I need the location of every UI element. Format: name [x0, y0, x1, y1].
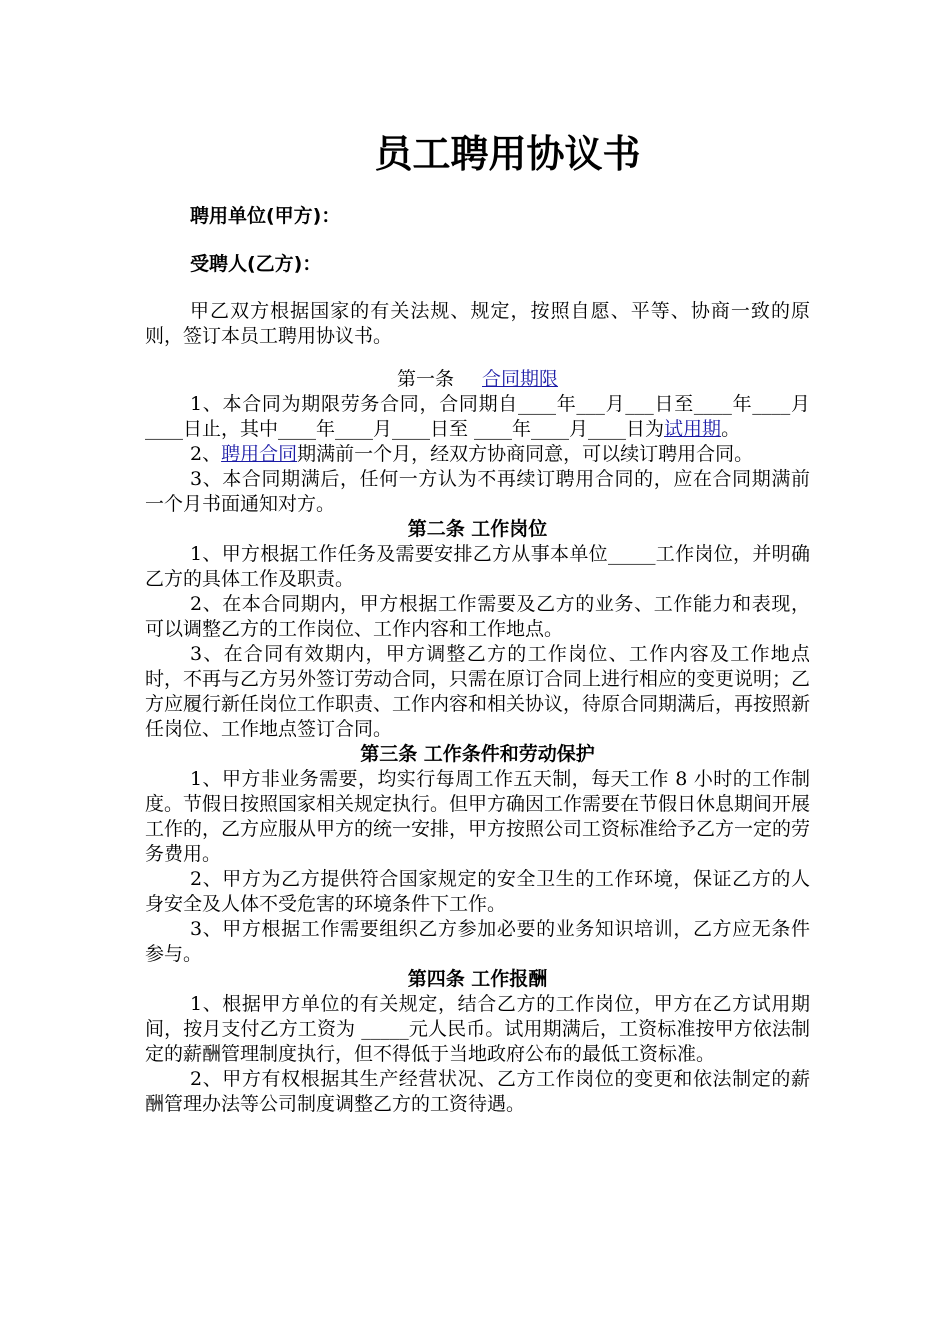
article1-clause1: [145, 392, 810, 442]
article3-clause3: 3、甲方根据工作需要组织乙方参加必要的业务知识培训，乙方应无条件参与。: [145, 918, 810, 965]
article4-clause2: 2、甲方有权根据其生产经营状况、乙方工作岗位的变更和依法制定的薪酬管理办法等公司制度调整乙方的工资待遇。: [145, 1068, 810, 1115]
party-b-label: 受聘人(乙方)：: [190, 253, 322, 275]
article4-clause1: 1、根据甲方单位的有关规定，结合乙方的工作岗位，甲方在乙方试用期间，按月支付乙方工资为 _____元人民币。试用期满后，工资标准按甲方依法制定的薪酬管理制度执行，但不得低于当地政府公布的最低工资标准。: [145, 993, 810, 1065]
page-title: 员工聘用协议书: [374, 132, 641, 176]
article1-clause3: 3、本合同期满后，任何一方认为不再续订聘用合同的，应在合同期满前一个月书面通知对方。: [145, 468, 810, 515]
party-a-label: 聘用单位(甲方)：: [190, 205, 341, 227]
article1-clause2: [145, 442, 810, 467]
article1-prefix: 第一条: [396, 368, 454, 390]
article3-heading: 第三条 工作条件和劳动保护: [360, 743, 595, 765]
article1-clause2-text: 期满前一个月，经双方协商同意，可以续订聘用合同。: [297, 443, 754, 465]
article1-link[interactable]: 合同期限: [482, 368, 559, 390]
contract-link[interactable]: 聘用合同: [221, 443, 298, 465]
article2-clause1: 1、甲方根据工作任务及需要安排乙方从事本单位_____工作岗位，并明确乙方的具体工作及职责。: [145, 543, 810, 590]
article1-clause2-num: 2、: [190, 443, 222, 465]
article1-heading: [145, 367, 810, 392]
article3-clause2: 2、甲方为乙方提供符合国家规定的安全卫生的工作环境，保证乙方的人身安全及人体不受危害的环境条件下工作。: [145, 868, 810, 915]
probation-link[interactable]: 试用期: [664, 418, 722, 440]
intro-paragraph: 甲乙双方根据国家的有关法规、规定，按照自愿、平等、协商一致的原则，签订本员工聘用协议书。: [145, 300, 810, 347]
article2-heading: 第二条 工作岗位: [407, 518, 548, 540]
article1-clause1-text: 1、本合同为期限劳务合同，合同期自____年___月___日至____年____月____日止，其中____年____月____日至 ____年____月____日为: [145, 393, 810, 440]
article4-heading: 第四条 工作报酬: [407, 968, 548, 990]
article2-clause2: 2、在本合同期内，甲方根据工作需要及乙方的业务、工作能力和表现，可以调整乙方的工作岗位、工作内容和工作地点。: [145, 593, 810, 640]
article2-clause3: 3、在合同有效期内，甲方调整乙方的工作岗位、工作内容及工作地点时，不再与乙方另外签订劳动合同，只需在原订合同上进行相应的变更说明；乙方应履行新任岗位工作职责、工作内容和相关协议，待原合同期满后，再按照新任岗位、工作地点签订合同。: [145, 643, 811, 740]
article1-clause1-end: 。: [721, 418, 741, 440]
document-page: [145, 120, 810, 1117]
article3-clause1: 1、甲方非业务需要，均实行每周工作五天制，每天工作 8 小时的工作制度。节假日按照国家相关规定执行。但甲方确因工作需要在节假日休息期间开展工作的，乙方应服从甲方的统一安排，甲方按照公司工资标准给予乙方一定的劳务费用。: [145, 768, 811, 865]
